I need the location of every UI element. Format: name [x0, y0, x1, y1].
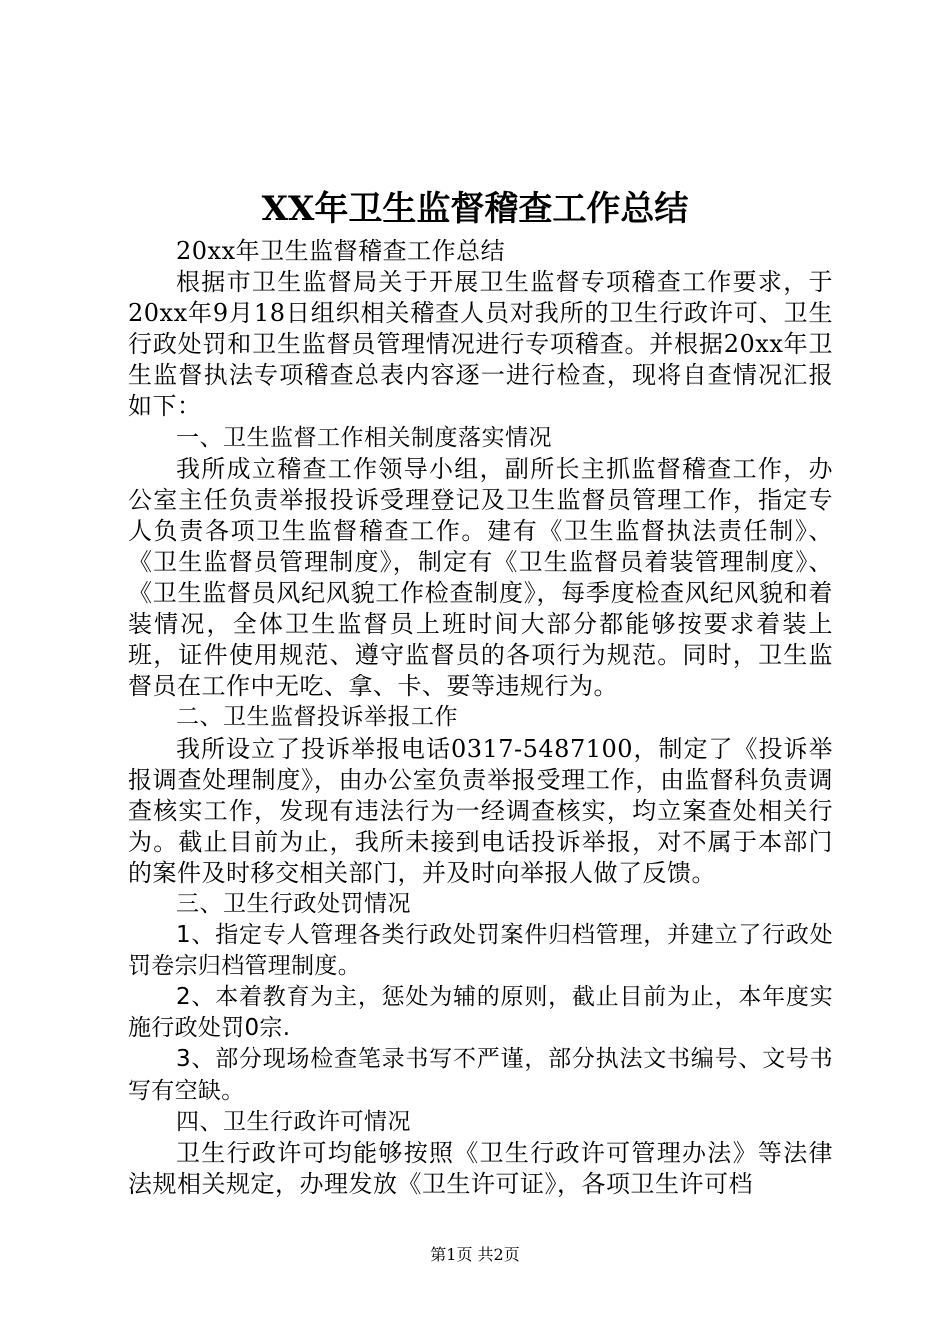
paragraph-section-1: 我所成立稽查工作领导小组，副所长主抓监督稽查工作，办公室主任负责举报投诉受理登记及卫生监督员管理工作，指定专人负责各项卫生监督稽查工作。建有《卫生监督执法责任制》、《卫生监督员管理制度》，制定有《卫生监督员着装管理制度》、《卫生监督员风纪风貌工作检查制度》，每季度检查风纪风貌和着装情况，全体卫生监督员上班时间大部分都能够按要求着装上班，证件使用规范、遵守监督员的各项行为规范。同时，卫生监督员在工作中无吃、拿、卡、要等违规行为。: [128, 454, 833, 701]
section-heading-3: 三、卫生行政处罚情况: [176, 890, 411, 917]
paragraph-intro: 根据市卫生监督局关于开展卫生监督专项稽查工作要求，于20xx年9月18日组织相关稽查人员对我所的卫生行政许可、卫生行政处罚和卫生监督员管理情况进行专项稽查。并根据20xx年卫生监督执法专项稽查总表内容逐一进行检查，现将自查情况汇报如下：: [128, 268, 833, 421]
list-item-2: 2、本着教育为主，惩处为辅的原则，截止目前为止，本年度实施行政处罚0宗.: [128, 984, 833, 1042]
list-item-3: 3、部分现场检查笔录书写不严谨，部分执法文书编号、文号书写有空缺。: [128, 1046, 833, 1104]
section-heading-2: 二、卫生监督投诉举报工作: [176, 704, 458, 731]
paragraph-section-2: 我所设立了投诉举报电话0317-5487100，制定了《投诉举报调查处理制度》，由办公室负责举报受理工作，由监督科负责调查核实工作，发现有违法行为一经调查核实，均立案查处相关行为。截止目前为止，我所未接到电话投诉举报，对不属于本部门的案件及时移交相关部门，并及时向举报人做了反馈。: [128, 734, 833, 887]
document-title: XX年卫生监督稽查工作总结: [261, 189, 689, 229]
section-heading-4: 四、卫生行政许可情况: [176, 1108, 411, 1135]
paragraph-subtitle: 20xx年卫生监督稽查工作总结: [176, 237, 506, 265]
section-heading-1: 一、卫生监督工作相关制度落实情况: [176, 424, 552, 451]
list-item-1: 1、指定专人管理各类行政处罚案件归档管理，并建立了行政处罚卷宗归档管理制度。: [128, 922, 833, 980]
page-footer: 第1页 共2页: [430, 1245, 520, 1264]
document-body: [128, 236, 833, 1200]
paragraph-section-4: 卫生行政许可均能够按照《卫生行政许可管理办法》等法律法规相关规定，办理发放《卫生许可证》，各项卫生许可档: [128, 1138, 833, 1198]
